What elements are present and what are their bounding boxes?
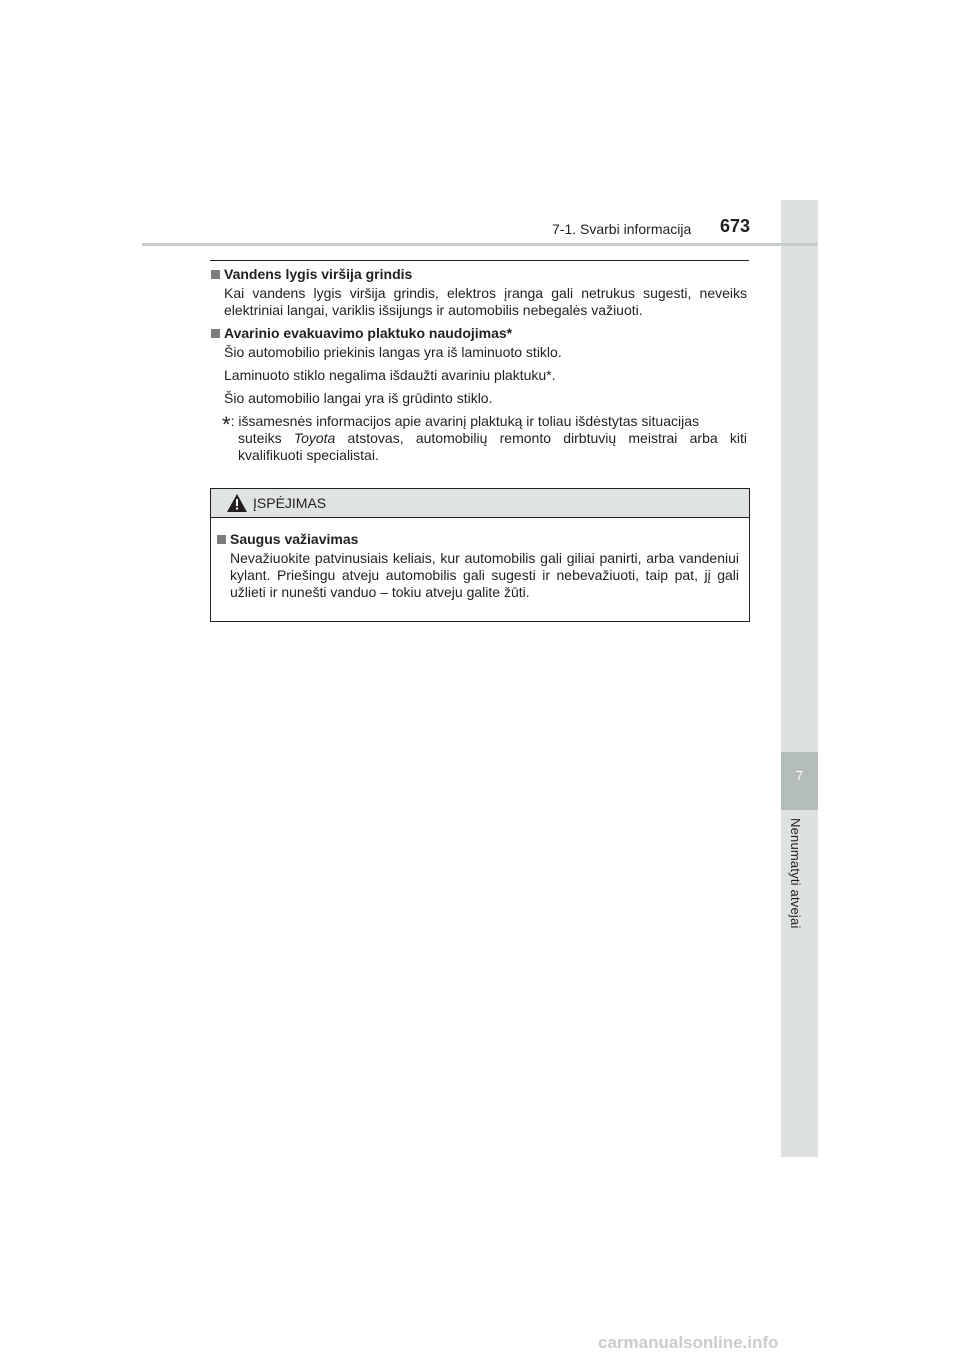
footnote: *: išsamesnės informacijos apie avarinį plaktuką ir toliau išdėstytas situacijas suteiks Toyota atstovas, automobilių remonto dirbtuvių meistrai arba kiti kvalifikuoti specialistai. xyxy=(222,412,747,463)
square-bullet-icon xyxy=(211,329,220,338)
side-chapter-tab xyxy=(781,200,818,1157)
content-divider xyxy=(210,260,749,261)
square-bullet-icon xyxy=(217,535,226,544)
brand-name: Toyota xyxy=(293,430,336,446)
chapter-number: 7 xyxy=(795,768,804,783)
paragraph: Kai vandens lygis viršija grindis, elektros įranga gali netrukus sugesti, neveiks elektriniai langai, variklis išsijungs ir automobilis nebegalės važiuoti. xyxy=(224,285,747,318)
warning-header xyxy=(211,489,749,518)
watermark: carmanualsonline.info xyxy=(598,1333,779,1352)
warning-body xyxy=(217,531,739,601)
section-heading: Avarinio evakuavimo plaktuko naudojimas* xyxy=(211,325,747,342)
paragraph: Šio automobilio langai yra iš grūdinto stiklo. xyxy=(224,390,493,406)
warning-heading: Saugus važiavimas xyxy=(217,531,739,548)
warning-label: ĮSPĖJIMAS xyxy=(253,495,327,511)
warning-text: Nevažiuokite patvinusiais keliais, kur automobilis gali giliai panirti, arba vandeniui kylant. Priešingu atveju automobilis gali sugesti ir nebevažiuoti, taip pat, jį gali užlieti ir nunešti vanduo – tokiu atveju galite žūti. xyxy=(230,550,739,600)
section-heading: Vandens lygis viršija grindis xyxy=(211,266,747,283)
paragraph: Laminuoto stiklo negalima išdaužti avariniu plaktuku*. xyxy=(224,367,556,383)
header-rule xyxy=(142,243,818,246)
page-number: 673 xyxy=(720,216,751,236)
main-content xyxy=(211,266,747,464)
footnote-continuation: suteiks Toyota atstovas, automobilių remonto dirbtuvių meistrai arba kiti kvalifikuoti specialistai. xyxy=(238,430,747,463)
warning-triangle-icon xyxy=(227,494,247,512)
chapter-title: Nenumatyti atvejai xyxy=(788,818,803,929)
footnote-marker: * xyxy=(222,412,231,437)
square-bullet-icon xyxy=(211,270,220,279)
warning-box xyxy=(210,488,750,622)
section-title: 7-1. Svarbi informacija xyxy=(552,221,692,237)
paragraph: Šio automobilio priekinis langas yra iš laminuoto stiklo. xyxy=(224,344,562,360)
